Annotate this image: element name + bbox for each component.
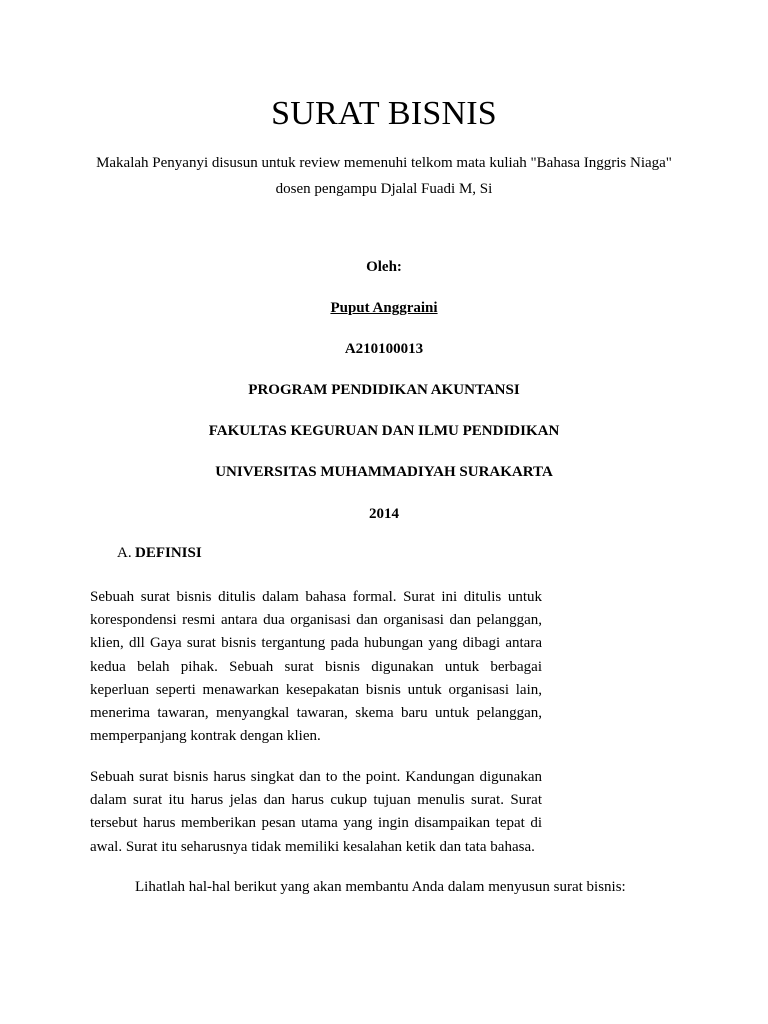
paragraph-2-line: Sebuah surat bisnis harus singkat dan to the point. Kandungan digunakan [90,769,542,785]
document-title: SURAT BISNIS [271,95,497,132]
paragraph-1-line: menerima tawaran, menyangkal tawaran, skema baru untuk pelanggan, [90,704,542,721]
faculty-name: FAKULTAS KEGURUAN DAN ILMU PENDIDIKAN [208,423,560,439]
by-label: Oleh: [366,259,402,275]
paragraph-1-line: memperpanjang kontrak dengan klien. [90,728,321,745]
paragraph-2-line: awal. Surat itu seharusnya tidak memiliki kesalahan ketik dan tata bahasa. [90,838,535,855]
paragraph-1-line: korespondensi resmi antara dua organisasi dan organisasi dan pelanggan, [90,612,542,629]
student-id: A210100013 [344,341,424,357]
section-heading-definisi [117,544,202,562]
paragraph-1-line: klien, dll Gaya surat bisnis tergantung pada hubungan yang dibagi antara [90,635,542,652]
paragraph-1 [90,586,542,748]
university-name: UNIVERSITAS MUHAMMADIYAH SURAKARTA [215,464,553,480]
document-year: 2014 [369,506,399,522]
paragraph-1-line: keperluan seperti menawarkan kesepakatan bisnis untuk organisasi lain, [90,681,542,698]
paragraph-2-line: dalam surat itu harus jelas dan harus cukup tujuan menulis surat. Surat [90,792,542,809]
paragraph-2-line: tersebut harus memberikan pesan utama yang ingin disampaikan tepat di [90,815,542,832]
section-letter: A. [117,545,132,561]
paragraph-3: Lihatlah hal-hal berikut yang akan membantu Anda dalam menyusun surat bisnis: [135,879,626,895]
author-name [0,299,768,317]
subtitle-line-2: dosen pengampu Djalal Fuadi M, Si [275,181,493,197]
paragraph-1-line: Sebuah surat bisnis ditulis dalam bahasa formal. Surat ini ditulis untuk [90,589,542,605]
program-name: PROGRAM PENDIDIKAN AKUNTANSI [248,382,520,398]
subtitle-line-1: Makalah Penyanyi disusun untuk review memenuhi telkom mata kuliah "Bahasa Inggris Niaga" [96,155,672,171]
paragraph-1-line: kedua belah pihak. Sebuah surat bisnis digunakan untuk berbagai [90,658,542,675]
paragraph-2 [90,766,542,859]
section-heading-text: DEFINISI [135,545,202,561]
author-name-text: Puput Anggraini [330,300,438,316]
